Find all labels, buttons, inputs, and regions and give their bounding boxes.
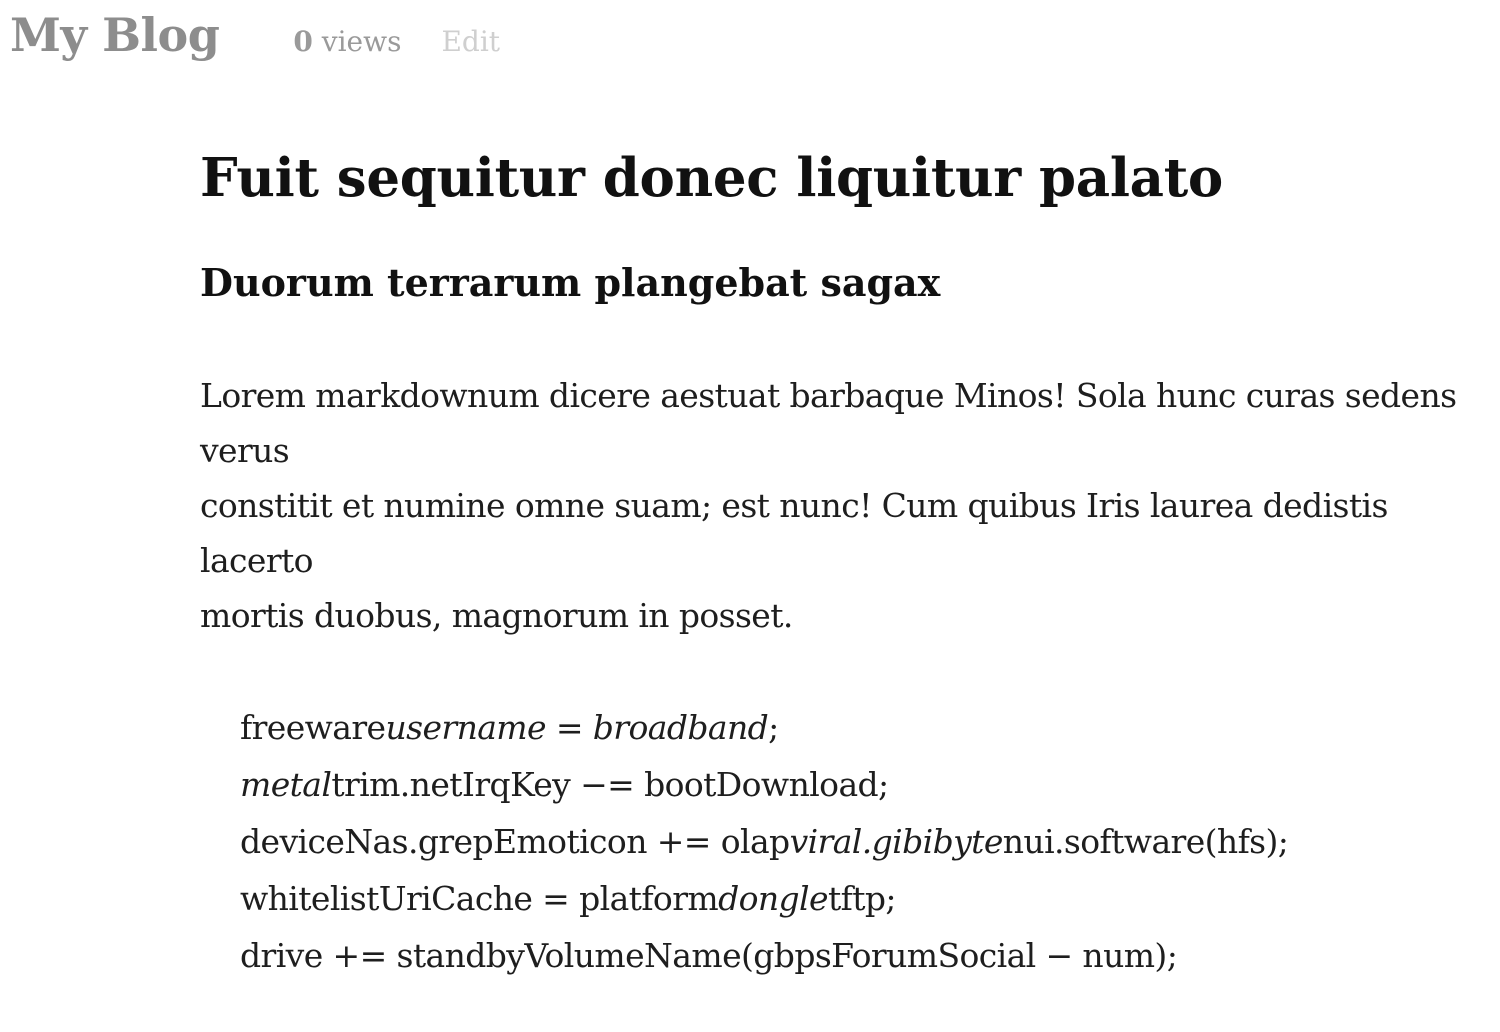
- edit-link[interactable]: Edit: [441, 25, 501, 58]
- blog-header: [10, 8, 500, 78]
- code-segment: =: [545, 708, 593, 747]
- code-segment: tftp;: [827, 879, 896, 918]
- post-paragraph: [200, 368, 1470, 643]
- code-segment: deviceNas.grepEmoticon += olap: [240, 822, 790, 861]
- code-segment: ;: [768, 708, 779, 747]
- views-count: 0: [293, 25, 313, 58]
- code-block: [240, 699, 1470, 984]
- code-segment-italic: broadband: [592, 708, 769, 747]
- code-segment-italic: viral.gibibyte: [789, 822, 1003, 861]
- post-subtitle: Duorum terrarum plangebat sagax: [200, 260, 941, 305]
- views-counter: [293, 25, 401, 58]
- code-segment: whitelistUriCache = platform: [240, 879, 719, 918]
- code-line: [240, 927, 1470, 984]
- code-segment-italic: username: [385, 708, 546, 747]
- code-segment: freeware: [240, 708, 386, 747]
- paragraph-line: mortis duobus, magnorum in posset.: [200, 596, 793, 635]
- code-line: [240, 699, 1470, 756]
- paragraph-line: Lorem markdownum dicere aestuat barbaque Minos! Sola hunc curas sedens verus: [200, 376, 1457, 470]
- blog-title-link[interactable]: My Blog: [10, 8, 220, 62]
- views-label: views: [321, 25, 402, 58]
- code-line: [240, 870, 1470, 927]
- code-segment: drive += standbyVolumeName(gbpsForumSocial − num);: [240, 936, 1178, 975]
- code-segment-italic: dongle: [718, 879, 828, 918]
- code-segment: trim.netIrqKey −= bootDownload;: [331, 765, 889, 804]
- post-title: Fuit sequitur donec liquitur palato: [200, 147, 1223, 209]
- post-article: [200, 138, 1470, 984]
- code-line: [240, 756, 1470, 813]
- code-segment-italic: metal: [240, 765, 332, 804]
- code-line: [240, 813, 1470, 870]
- code-segment: nui.software(hfs);: [1002, 822, 1289, 861]
- paragraph-line: constitit et numine omne suam; est nunc! Cum quibus Iris laurea dedistis lacerto: [200, 486, 1388, 580]
